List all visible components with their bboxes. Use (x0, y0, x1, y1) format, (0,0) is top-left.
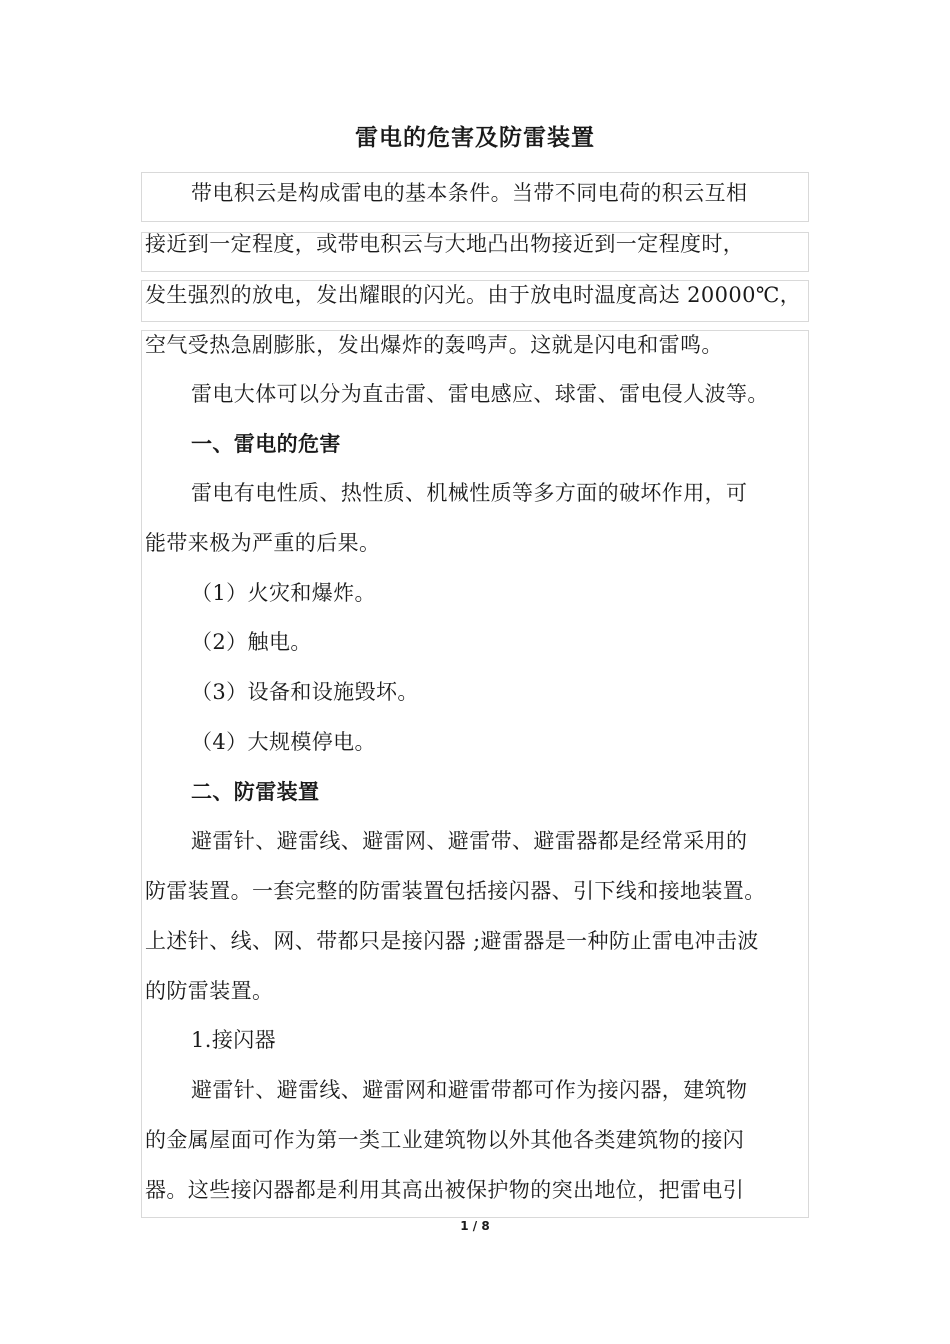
paragraph-line: 雷电有电性质、热性质、机械性质等多方面的破坏作用，可 (191, 481, 748, 505)
section-heading: 二、防雷装置 (191, 779, 320, 804)
paragraph-line: 发生强烈的放电，发出耀眼的闪光。由于放电时温度高达 20000℃， (145, 283, 802, 307)
paragraph-line: 的金属屋面可作为第一类工业建筑物以外其他各类建筑物的接闪 (145, 1128, 745, 1152)
paragraph-line: 的防雷装置。 (145, 979, 274, 1003)
paragraph-line: 空气受热急剧膨胀，发出爆炸的轰鸣声。这就是闪电和雷鸣。 (145, 333, 723, 357)
section-heading: 一、雷电的危害 (191, 431, 341, 456)
paragraph-line: 避雷针、避雷线、避雷网、避雷带、避雷器都是经常采用的 (191, 829, 748, 853)
list-item: （4）大规模停电。 (191, 730, 376, 754)
paragraph-line: 上述针、线、网、带都只是接闪器 ;避雷器是一种防止雷电冲击波 (145, 929, 759, 953)
subsection-heading: 1.接闪器 (191, 1028, 277, 1052)
paragraph-line: 避雷针、避雷线、避雷网和避雷带都可作为接闪器，建筑物 (191, 1078, 748, 1102)
paragraph-line: 器。这些接闪器都是利用其高出被保护物的突出地位，把雷电引 (145, 1178, 745, 1202)
list-item: （1）火灾和爆炸。 (191, 581, 376, 605)
document-title: 雷电的危害及防雷装置 (355, 124, 595, 151)
page-indicator: 1 / 8 (460, 1219, 490, 1233)
paragraph-line: 带电积云是构成雷电的基本条件。当带不同电荷的积云互相 (191, 181, 748, 205)
list-item: （2）触电。 (191, 630, 312, 654)
paragraph-line: 接近到一定程度，或带电积云与大地凸出物接近到一定程度时， (145, 232, 745, 256)
paragraph-line: 能带来极为严重的后果。 (145, 531, 381, 555)
paragraph-line: 雷电大体可以分为直击雷、雷电感应、球雷、雷电侵人波等。 (191, 382, 769, 406)
paragraph-line: 防雷装置。一套完整的防雷装置包括接闪器、引下线和接地装置。 (145, 879, 766, 903)
list-item: （3）设备和设施毁坏。 (191, 680, 419, 704)
